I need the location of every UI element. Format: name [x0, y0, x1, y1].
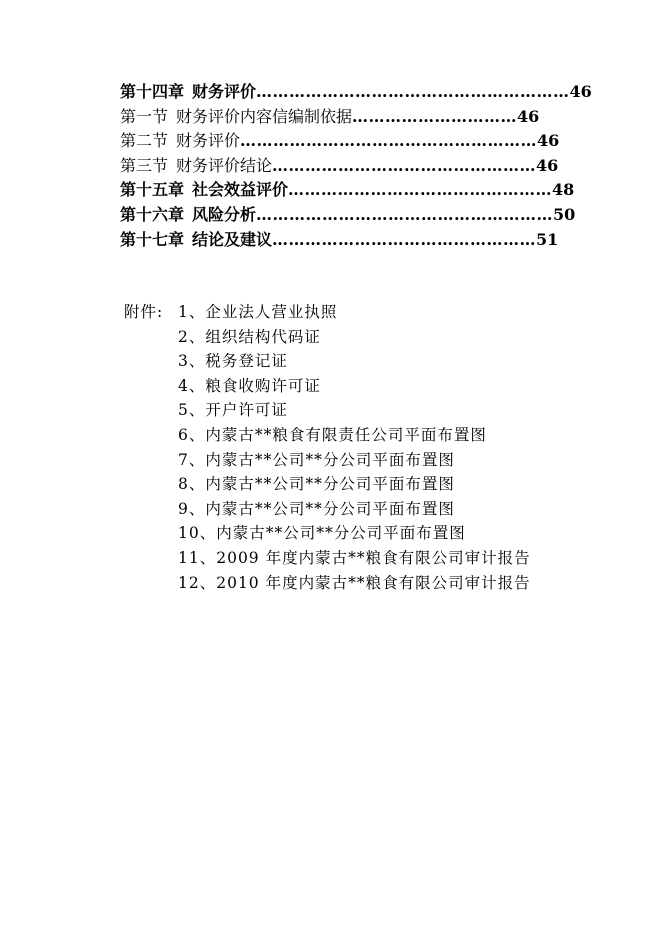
toc-leader-dots: ………………………………………………… — [256, 82, 570, 101]
toc-page-number: 50 — [553, 204, 576, 224]
list-item — [124, 472, 594, 497]
list-item — [124, 521, 594, 546]
toc-entry-number: 第十四章 — [120, 82, 185, 101]
list-item — [124, 325, 594, 350]
list-item — [124, 546, 594, 571]
toc-entry-section-3[interactable] — [120, 154, 559, 179]
toc-entry-label: 风险分析 — [192, 204, 257, 224]
toc-entry-label: 社会效益评价 — [192, 180, 289, 200]
toc-leader-dots: ……………………………………………… — [256, 204, 554, 224]
toc-page-number: 46 — [569, 82, 592, 101]
attachment-item-text: 8、内蒙古**公司**分公司平面布置图 — [178, 475, 455, 494]
attachment-item-text: 7、内蒙古**公司**分公司平面布置图 — [178, 450, 455, 469]
attachments-label: 附件: — [124, 303, 164, 321]
attachment-item-text: 10、内蒙古**公司**分公司平面布置图 — [178, 524, 466, 543]
toc-entry-number: 第三节 — [120, 155, 169, 175]
attachment-item-text: 3、税务登记证 — [178, 352, 288, 371]
toc-entry-title — [120, 228, 272, 253]
attachment-item-text: 5、开户许可证 — [178, 401, 288, 420]
attachment-item-text: 11、2009 年度内蒙古**粮食有限公司审计报告 — [178, 548, 531, 567]
attachment-item-text: 1、企业法人营业执照 — [178, 303, 338, 321]
toc-entry-label: 财务评价 — [176, 131, 241, 151]
toc-entry-title — [120, 154, 272, 179]
list-item — [124, 448, 594, 473]
toc-entry-chapter-17[interactable] — [120, 228, 559, 253]
toc-entry-number: 第二节 — [120, 131, 169, 151]
toc-leader-dots: ………………………………………… — [272, 155, 537, 175]
toc-entry-number: 第一节 — [120, 106, 169, 126]
attachment-item-text: 12、2010 年度内蒙古**粮食有限公司审计报告 — [178, 573, 531, 592]
list-item — [124, 423, 594, 448]
toc-entry-label: 结论及建议 — [192, 229, 273, 249]
toc-page-number: 46 — [517, 106, 540, 126]
toc-entry-title — [120, 203, 256, 228]
list-item — [124, 497, 594, 522]
toc-entry-number: 第十六章 — [120, 204, 185, 224]
attachment-item-text: 2、组织结构代码证 — [178, 327, 321, 346]
list-item — [124, 349, 594, 374]
table-of-contents — [120, 80, 592, 252]
toc-entry-title — [120, 80, 256, 105]
toc-entry-chapter-14[interactable] — [120, 80, 592, 105]
toc-entry-number: 第十五章 — [120, 180, 185, 200]
toc-entry-number: 第十七章 — [120, 229, 185, 249]
toc-page-number: 46 — [536, 155, 559, 175]
list-item — [124, 571, 594, 596]
toc-entry-label: 财务评价内容信编制依据 — [176, 106, 353, 126]
toc-page-number: 46 — [537, 131, 560, 151]
toc-entry-section-2[interactable] — [120, 129, 560, 154]
toc-entry-label: 财务评价 — [192, 82, 257, 101]
toc-entry-label: 财务评价结论 — [176, 155, 273, 175]
toc-leader-dots: ………………………… — [352, 106, 518, 126]
toc-entry-title — [120, 178, 288, 203]
attachment-item-text: 9、内蒙古**公司**分公司平面布置图 — [178, 499, 455, 518]
toc-entry-section-1[interactable] — [120, 105, 550, 130]
toc-leader-dots: ……………………………………………… — [240, 131, 538, 151]
list-item — [124, 374, 594, 399]
toc-page-number: 48 — [552, 180, 575, 200]
attachments-list — [124, 300, 594, 595]
toc-entry-title — [120, 129, 240, 154]
attachment-item-text: 6、内蒙古**粮食有限责任公司平面布置图 — [178, 425, 487, 444]
list-item — [124, 398, 594, 423]
toc-leader-dots: ………………………………………… — [272, 229, 537, 249]
toc-page-number: 51 — [536, 229, 559, 249]
toc-entry-chapter-16[interactable] — [120, 203, 576, 228]
toc-leader-dots: ………………………………………… — [288, 180, 553, 200]
attachment-item-text: 4、粮食收购许可证 — [178, 376, 321, 395]
toc-entry-chapter-15[interactable] — [120, 178, 575, 203]
toc-entry-title — [120, 105, 352, 130]
list-item — [124, 300, 594, 325]
